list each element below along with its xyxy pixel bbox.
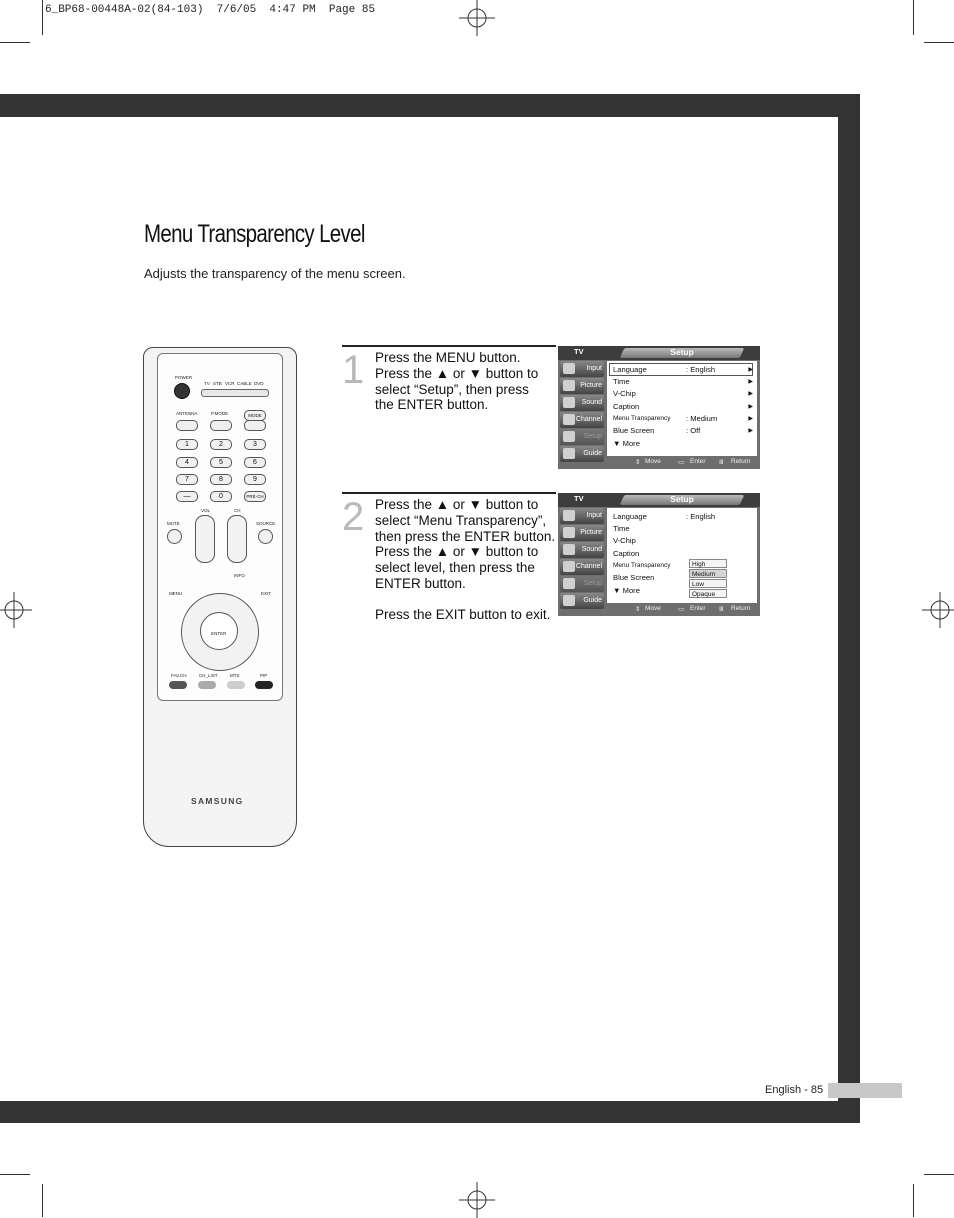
- osd-help-move: Move: [645, 458, 661, 465]
- mute-button: [167, 529, 182, 544]
- osd-help-return: Return: [731, 458, 751, 465]
- arrow-right-icon: ▶: [748, 367, 753, 373]
- osd-value-blue-screen: : Off: [686, 426, 701, 435]
- enter-icon: ▭: [678, 459, 685, 466]
- picture-icon: [563, 380, 575, 391]
- pmode-label: P.MODE: [211, 411, 229, 416]
- transparency-option-medium: Medium: [689, 569, 727, 578]
- pmode-button: [210, 420, 232, 431]
- mode-cable-label: CABLE: [237, 381, 252, 386]
- print-header: 6_BP68-00448A-02(84-103) 7/6/05 4:47 PM Page 85: [45, 4, 376, 16]
- step-2-line: ENTER button.: [375, 575, 466, 591]
- osd-sidebar-item-input: Input: [560, 361, 604, 377]
- mode-key-button: [244, 420, 266, 431]
- osd-setup-menu-1: [558, 346, 760, 469]
- pip-button: [255, 681, 273, 689]
- step-1-line: the ENTER button.: [375, 397, 489, 413]
- osd-row-vchip: V-Chip: [613, 389, 636, 398]
- mode-dvd-label: DVD: [254, 381, 264, 386]
- osd-value-language: : English: [686, 512, 716, 521]
- osd-sidebar-item-guide: Guide: [560, 593, 604, 609]
- transparency-option-opaque: Opaque: [689, 589, 727, 598]
- crop-mark: [913, 0, 914, 35]
- osd-setup-tab-label: Setup: [670, 494, 694, 504]
- step-2-rule: [342, 492, 556, 494]
- input-icon: [563, 363, 575, 374]
- setup-icon: [563, 578, 575, 589]
- osd-tv-label: TV: [574, 494, 584, 503]
- dash-button: —: [176, 491, 198, 502]
- guide-icon: [563, 448, 575, 459]
- sound-icon: [563, 544, 575, 555]
- digit-2-button: 2: [210, 439, 232, 450]
- exit-label: EXIT: [261, 591, 272, 596]
- osd-sidebar-item-picture: Picture: [560, 525, 604, 541]
- chlist-label: CH_LIST: [199, 673, 218, 678]
- ch-label: CH: [234, 508, 241, 513]
- osd-row-language: Language: [613, 512, 647, 521]
- mode-indicator: [201, 389, 269, 397]
- digit-0-button: 0: [210, 491, 232, 502]
- osd-help-bar: [607, 458, 757, 468]
- input-icon: [563, 510, 575, 521]
- osd-help-bar: [607, 605, 757, 615]
- mode-stb-label: STB: [213, 381, 222, 386]
- osd-row-blue-screen: Blue Screen: [613, 426, 655, 435]
- arrow-right-icon: ▶: [748, 416, 753, 422]
- source-button: [258, 529, 273, 544]
- osd-row-caption: Caption: [613, 549, 640, 558]
- volume-rocker: [195, 515, 215, 563]
- osd-setup-tab-label: Setup: [670, 347, 694, 357]
- step-1-line: select “Setup”, then press: [375, 381, 529, 397]
- arrow-right-icon: ▶: [748, 391, 753, 397]
- osd-sidebar-item-sound: Sound: [560, 395, 604, 411]
- source-label: SOURCE: [256, 521, 276, 526]
- crop-mark: [42, 1184, 43, 1217]
- step-1-number: 1: [342, 348, 365, 392]
- antenna-label: ANTENNA: [176, 411, 198, 416]
- crop-mark: [42, 0, 43, 35]
- osd-row-time: Time: [613, 524, 630, 533]
- arrow-right-icon: ▶: [748, 428, 753, 434]
- move-icon: ⇕: [635, 459, 641, 466]
- osd-sidebar-item-setup: Setup: [560, 429, 604, 445]
- osd-sidebar: [560, 508, 604, 616]
- osd-row-caption: Caption: [613, 402, 640, 411]
- mts-button: [227, 681, 245, 689]
- step-1-text: [375, 350, 565, 413]
- osd-value-menu-transparency: : Medium: [686, 414, 718, 423]
- info-label: INFO: [234, 573, 245, 578]
- crop-mark: [913, 1184, 914, 1217]
- menu-label: MENU: [169, 591, 183, 596]
- sound-icon: [563, 397, 575, 408]
- registration-mark-icon: [0, 592, 36, 628]
- digit-9-button: 9: [244, 474, 266, 485]
- crop-mark: [0, 42, 30, 43]
- osd-row-menu-transparency: Menu Transparency: [613, 562, 671, 569]
- favch-button: [169, 681, 187, 689]
- osd-tv-label: TV: [574, 347, 584, 356]
- crop-mark: [0, 1174, 30, 1175]
- digit-4-button: 4: [176, 457, 198, 468]
- remote-control-illustration: [143, 347, 297, 847]
- digit-5-button: 5: [210, 457, 232, 468]
- setup-icon: [563, 431, 575, 442]
- mts-label: MTS: [230, 673, 240, 678]
- osd-help-enter: Enter: [690, 605, 706, 612]
- osd-help-return: Return: [731, 605, 751, 612]
- mode-vcr-label: VCR: [225, 381, 235, 386]
- guide-icon: [563, 595, 575, 606]
- step-2-line: select level, then press the: [375, 560, 535, 576]
- page-subtitle: Adjusts the transparency of the menu screen.: [144, 266, 406, 281]
- arrow-right-icon: ▶: [748, 404, 753, 410]
- transparency-option-high: High: [689, 559, 727, 568]
- digit-6-button: 6: [244, 457, 266, 468]
- osd-sidebar-item-channel: Channel: [560, 412, 604, 428]
- step-2-line: select “Menu Transparency”,: [375, 512, 547, 528]
- return-icon: Ⅲ: [719, 606, 724, 613]
- digit-1-button: 1: [176, 439, 198, 450]
- osd-help-enter: Enter: [690, 458, 706, 465]
- arrow-right-icon: ▶: [748, 379, 753, 385]
- transparency-option-low: Low: [689, 579, 727, 588]
- step-1-line: Press the MENU button.: [375, 350, 521, 365]
- osd-row-menu-transparency: Menu Transparency: [613, 415, 671, 422]
- osd-row-more: ▼ More: [613, 439, 640, 448]
- step-2-number: 2: [342, 495, 365, 539]
- power-label: POWER: [175, 375, 193, 380]
- footer-bar: [828, 1083, 902, 1098]
- page-band-top: [0, 94, 860, 117]
- registration-mark-icon: [459, 1182, 495, 1218]
- digit-8-button: 8: [210, 474, 232, 485]
- registration-mark-icon: [918, 592, 954, 628]
- brand-logo: SAMSUNG: [191, 796, 244, 806]
- mute-label: MUTE: [167, 521, 180, 526]
- favch-label: FAV.CH: [171, 673, 187, 678]
- osd-sidebar-item-picture: Picture: [560, 378, 604, 394]
- osd-row-vchip: V-Chip: [613, 536, 636, 545]
- page-title: Menu Transparency Level: [144, 220, 365, 248]
- channel-icon: [563, 561, 575, 572]
- step-1-rule: [342, 345, 556, 347]
- vol-label: VOL: [201, 508, 211, 513]
- osd-sidebar-item-guide: Guide: [560, 446, 604, 462]
- osd-row-blue-screen: Blue Screen: [613, 573, 655, 582]
- step-2-exit-note: Press the EXIT button to exit.: [375, 606, 551, 622]
- page-band-bottom: [0, 1101, 860, 1123]
- antenna-button: [176, 420, 198, 431]
- chlist-button: [198, 681, 216, 689]
- enter-label: ENTER: [211, 631, 227, 636]
- registration-mark-icon: [459, 0, 495, 36]
- digit-3-button: 3: [244, 439, 266, 450]
- return-icon: Ⅲ: [719, 459, 724, 466]
- osd-sidebar-item-input: Input: [560, 508, 604, 524]
- step-1-line: Press the ▲ or ▼ button to: [375, 365, 539, 381]
- osd-menu-panel: [607, 361, 757, 456]
- pip-label: PIP: [260, 673, 268, 678]
- osd-row-more: ▼ More: [613, 586, 640, 595]
- power-button: [174, 383, 190, 399]
- osd-sidebar-item-sound: Sound: [560, 542, 604, 558]
- pre-ch-button: PRE-CH: [244, 491, 266, 502]
- channel-icon: [563, 414, 575, 425]
- step-2-line: Press the ▲ or ▼ button to: [375, 497, 539, 512]
- osd-row-language: Language: [613, 365, 647, 374]
- mode-button: MODE: [244, 410, 266, 421]
- page-number: English - 85: [765, 1084, 824, 1096]
- move-icon: ⇕: [635, 606, 641, 613]
- step-2-text: [375, 497, 557, 623]
- osd-menu-panel: [607, 508, 757, 603]
- crop-mark: [924, 1174, 954, 1175]
- osd-row-time: Time: [613, 377, 630, 386]
- osd-sidebar-item-channel: Channel: [560, 559, 604, 575]
- picture-icon: [563, 527, 575, 538]
- crop-mark: [924, 42, 954, 43]
- step-2-line: Press the ▲ or ▼ button to: [375, 544, 539, 560]
- osd-sidebar-item-setup: Setup: [560, 576, 604, 592]
- osd-help-move: Move: [645, 605, 661, 612]
- osd-sidebar: [560, 361, 604, 469]
- mode-tv-label: TV: [204, 381, 210, 386]
- channel-rocker: [227, 515, 247, 563]
- step-2-line: then press the ENTER button.: [375, 528, 556, 544]
- osd-setup-menu-2: [558, 493, 760, 616]
- page-band-right: [838, 94, 860, 1123]
- enter-icon: ▭: [678, 606, 685, 613]
- osd-value-language: : English: [686, 365, 716, 374]
- digit-7-button: 7: [176, 474, 198, 485]
